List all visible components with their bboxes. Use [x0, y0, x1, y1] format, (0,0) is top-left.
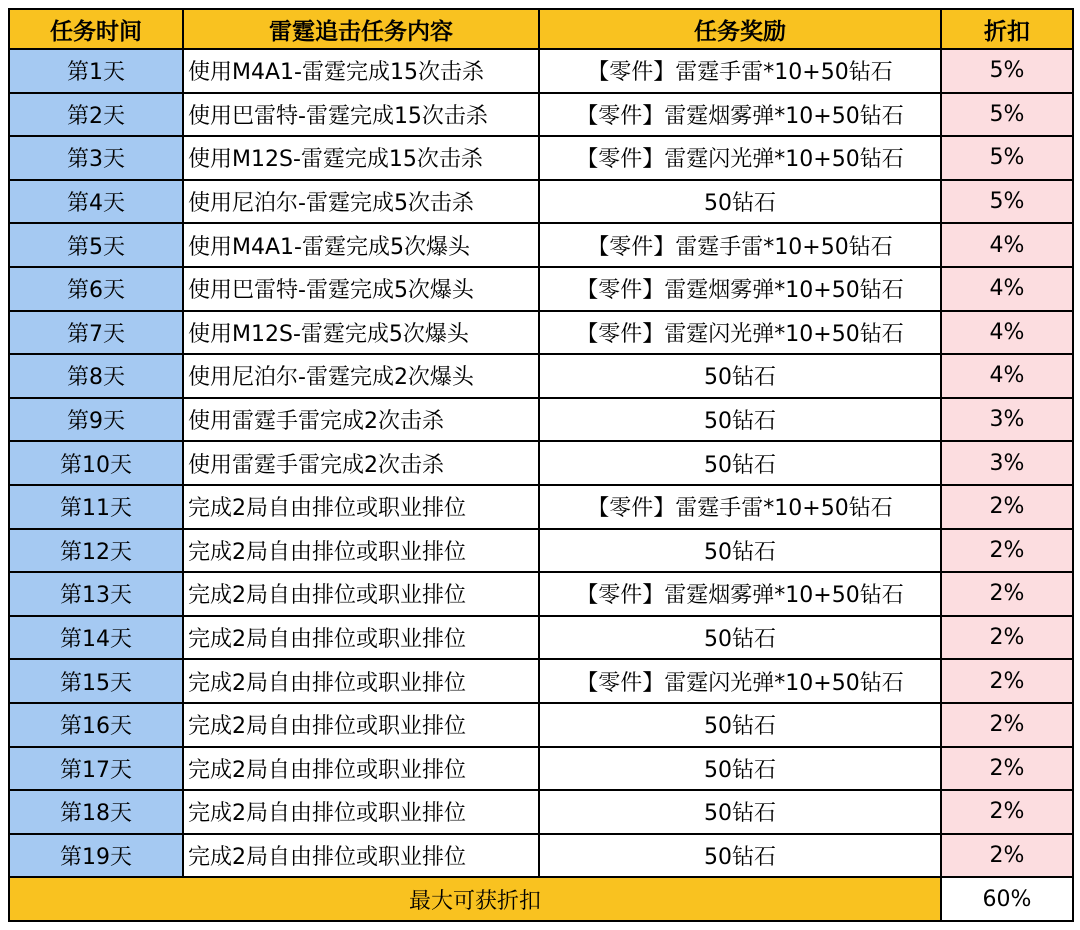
header-reward: 任务奖励 [539, 9, 941, 49]
footer-row [9, 877, 1073, 921]
discount-cell: 4% [941, 354, 1073, 398]
task-cell: 使用M12S-雷霆完成5次爆头 [183, 311, 539, 355]
discount-cell: 2% [941, 834, 1073, 878]
reward-cell: 【零件】雷霆手雷*10+50钻石 [539, 49, 941, 93]
discount-cell: 2% [941, 747, 1073, 791]
day-cell: 第14天 [9, 616, 183, 660]
reward-cell: 50钻石 [539, 529, 941, 573]
discount-cell: 2% [941, 659, 1073, 703]
table-row [9, 267, 1073, 311]
task-cell: 使用尼泊尔-雷霆完成2次爆头 [183, 354, 539, 398]
day-cell: 第4天 [9, 180, 183, 224]
task-cell: 完成2局自由排位或职业排位 [183, 529, 539, 573]
table-row [9, 441, 1073, 485]
day-cell: 第13天 [9, 572, 183, 616]
task-cell: 完成2局自由排位或职业排位 [183, 834, 539, 878]
max-discount-value: 60% [941, 877, 1073, 921]
task-cell: 使用雷霆手雷完成2次击杀 [183, 398, 539, 442]
discount-cell: 4% [941, 267, 1073, 311]
task-reward-table [8, 8, 1074, 922]
reward-cell: 50钻石 [539, 616, 941, 660]
day-cell: 第19天 [9, 834, 183, 878]
discount-cell: 5% [941, 136, 1073, 180]
header-discount: 折扣 [941, 9, 1073, 49]
discount-cell: 3% [941, 441, 1073, 485]
discount-cell: 2% [941, 616, 1073, 660]
reward-cell: 50钻石 [539, 747, 941, 791]
reward-cell: 50钻石 [539, 790, 941, 834]
task-cell: 完成2局自由排位或职业排位 [183, 747, 539, 791]
discount-cell: 2% [941, 529, 1073, 573]
day-cell: 第18天 [9, 790, 183, 834]
header-time: 任务时间 [9, 9, 183, 49]
day-cell: 第1天 [9, 49, 183, 93]
day-cell: 第7天 [9, 311, 183, 355]
task-cell: 使用M4A1-雷霆完成5次爆头 [183, 223, 539, 267]
day-cell: 第6天 [9, 267, 183, 311]
reward-cell: 50钻石 [539, 441, 941, 485]
table-row [9, 529, 1073, 573]
table-row [9, 616, 1073, 660]
task-cell: 使用巴雷特-雷霆完成15次击杀 [183, 93, 539, 137]
day-cell: 第10天 [9, 441, 183, 485]
task-cell: 使用雷霆手雷完成2次击杀 [183, 441, 539, 485]
reward-cell: 50钻石 [539, 354, 941, 398]
task-cell: 完成2局自由排位或职业排位 [183, 703, 539, 747]
reward-cell: 50钻石 [539, 834, 941, 878]
task-cell: 完成2局自由排位或职业排位 [183, 659, 539, 703]
table-row [9, 572, 1073, 616]
table-row [9, 180, 1073, 224]
table-row [9, 223, 1073, 267]
day-cell: 第16天 [9, 703, 183, 747]
reward-cell: 【零件】雷霆手雷*10+50钻石 [539, 485, 941, 529]
table-row [9, 659, 1073, 703]
table-row [9, 136, 1073, 180]
discount-cell: 2% [941, 572, 1073, 616]
task-cell: 使用巴雷特-雷霆完成5次爆头 [183, 267, 539, 311]
discount-cell: 2% [941, 485, 1073, 529]
max-discount-label: 最大可获折扣 [9, 877, 941, 921]
table-row [9, 703, 1073, 747]
header-row [9, 9, 1073, 49]
discount-cell: 4% [941, 311, 1073, 355]
task-cell: 完成2局自由排位或职业排位 [183, 616, 539, 660]
reward-cell: 50钻石 [539, 703, 941, 747]
reward-cell: 【零件】雷霆闪光弹*10+50钻石 [539, 659, 941, 703]
discount-cell: 3% [941, 398, 1073, 442]
day-cell: 第9天 [9, 398, 183, 442]
table-row [9, 398, 1073, 442]
table-row [9, 834, 1073, 878]
discount-cell: 4% [941, 223, 1073, 267]
reward-cell: 【零件】雷霆手雷*10+50钻石 [539, 223, 941, 267]
discount-cell: 2% [941, 703, 1073, 747]
reward-cell: 【零件】雷霆烟雾弹*10+50钻石 [539, 267, 941, 311]
table-row [9, 93, 1073, 137]
task-cell: 完成2局自由排位或职业排位 [183, 485, 539, 529]
table-row [9, 311, 1073, 355]
reward-cell: 【零件】雷霆烟雾弹*10+50钻石 [539, 93, 941, 137]
day-cell: 第5天 [9, 223, 183, 267]
day-cell: 第8天 [9, 354, 183, 398]
day-cell: 第3天 [9, 136, 183, 180]
reward-cell: 【零件】雷霆烟雾弹*10+50钻石 [539, 572, 941, 616]
table-row [9, 747, 1073, 791]
table-body [9, 49, 1073, 877]
header-content: 雷霆追击任务内容 [183, 9, 539, 49]
reward-cell: 50钻石 [539, 180, 941, 224]
task-cell: 完成2局自由排位或职业排位 [183, 790, 539, 834]
discount-cell: 2% [941, 790, 1073, 834]
task-cell: 使用M4A1-雷霆完成15次击杀 [183, 49, 539, 93]
day-cell: 第17天 [9, 747, 183, 791]
day-cell: 第15天 [9, 659, 183, 703]
task-cell: 完成2局自由排位或职业排位 [183, 572, 539, 616]
day-cell: 第12天 [9, 529, 183, 573]
table-row [9, 790, 1073, 834]
day-cell: 第2天 [9, 93, 183, 137]
table-row [9, 485, 1073, 529]
reward-cell: 【零件】雷霆闪光弹*10+50钻石 [539, 311, 941, 355]
task-cell: 使用M12S-雷霆完成15次击杀 [183, 136, 539, 180]
reward-cell: 【零件】雷霆闪光弹*10+50钻石 [539, 136, 941, 180]
table-row [9, 354, 1073, 398]
discount-cell: 5% [941, 49, 1073, 93]
discount-cell: 5% [941, 180, 1073, 224]
discount-cell: 5% [941, 93, 1073, 137]
table-row [9, 49, 1073, 93]
task-cell: 使用尼泊尔-雷霆完成5次击杀 [183, 180, 539, 224]
reward-cell: 50钻石 [539, 398, 941, 442]
day-cell: 第11天 [9, 485, 183, 529]
